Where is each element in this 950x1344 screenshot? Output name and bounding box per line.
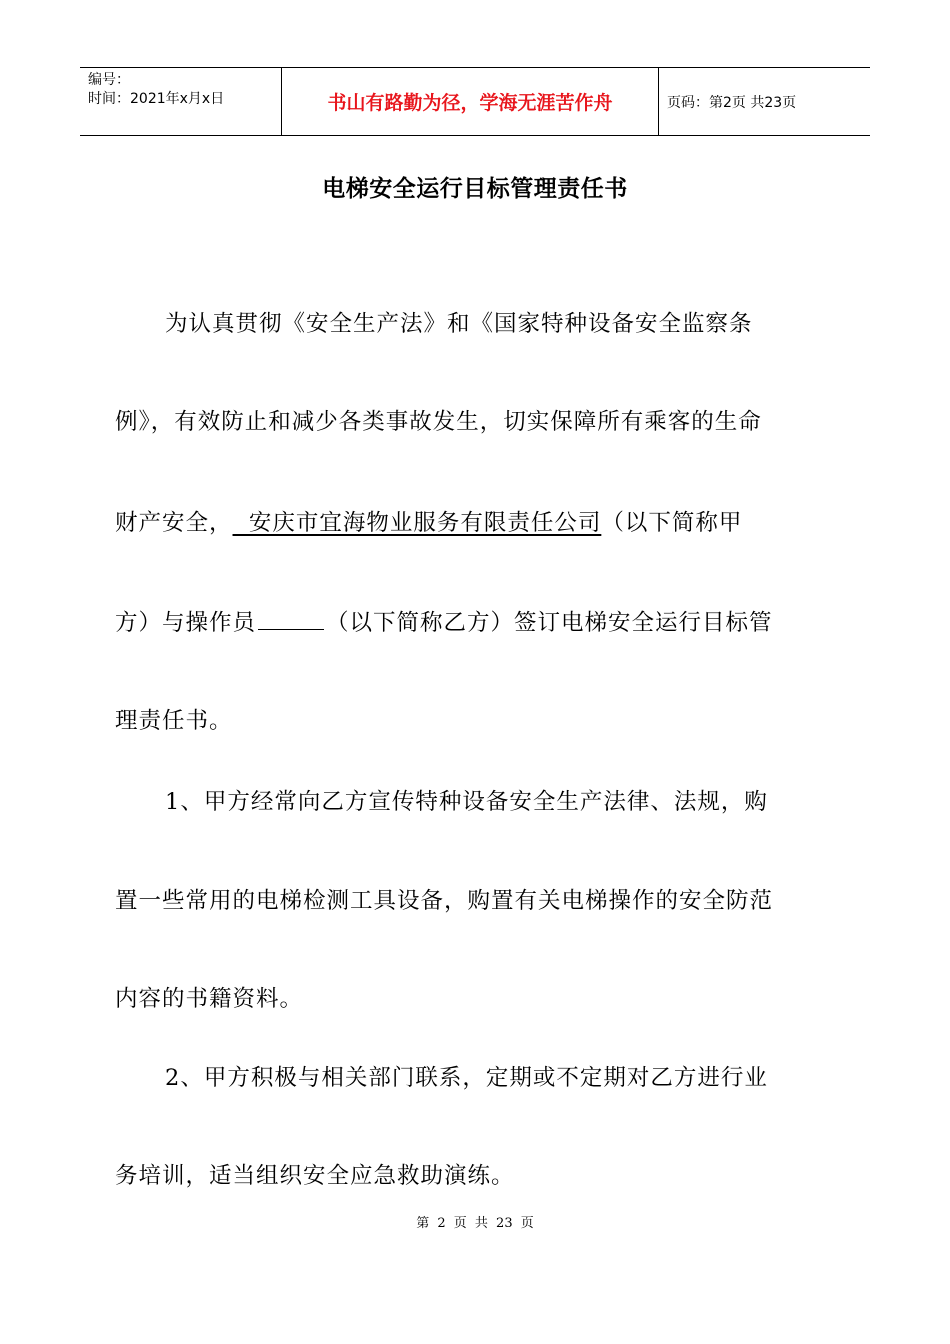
item2-line2: 务培训，适当组织安全应急救助演练。 — [115, 1163, 515, 1189]
paragraph1-line3-prefix: 财产安全， — [115, 510, 233, 536]
paragraph1-line4 — [115, 605, 840, 637]
paragraph1-line3 — [115, 505, 840, 537]
paragraph1-line3-suffix: （以下简称甲 — [601, 510, 743, 536]
document-number-label: 编号： — [88, 72, 130, 88]
paragraph1-line2: 例》，有效防止和减少各类事故发生，切实保障所有乘客的生命 — [115, 409, 762, 435]
item1-line2: 置一些常用的电梯检测工具设备，购置有关电梯操作的安全防范 — [115, 888, 774, 914]
document-date: 时间：2021年x月x日 — [88, 91, 225, 107]
item1-line3: 内容的书籍资料。 — [115, 986, 304, 1012]
item1-line1: 1、甲方经常向乙方宣传特种设备安全生产法律、法规，购 — [165, 789, 768, 815]
company-name: 安庆市宜海物业服务有限责任公司 — [232, 510, 602, 536]
paragraph1-line4-suffix: （以下简称乙方）签订电梯安全运行目标管 — [326, 610, 773, 636]
item2-line1: 2、甲方积极与相关部门联系，定期或不定期对乙方进行业 — [165, 1065, 768, 1091]
operator-blank — [258, 607, 324, 630]
header-motto: 书山有路勤为径，学海无涯苦作舟 — [282, 68, 659, 135]
document-title: 电梯安全运行目标管理责任书 — [322, 176, 628, 202]
paragraph1-line1: 为认真贯彻《安全生产法》和《国家特种设备安全监察条 — [165, 311, 753, 337]
header-meta — [80, 68, 282, 135]
header-page-info: 页码：第2页 共23页 — [667, 94, 797, 111]
paragraph1-line4-prefix: 方）与操作员 — [115, 610, 257, 636]
paragraph1-line5: 理责任书。 — [115, 708, 233, 734]
page-footer: 第 2 页 共 23 页 — [416, 1216, 534, 1231]
page-header — [80, 67, 870, 136]
